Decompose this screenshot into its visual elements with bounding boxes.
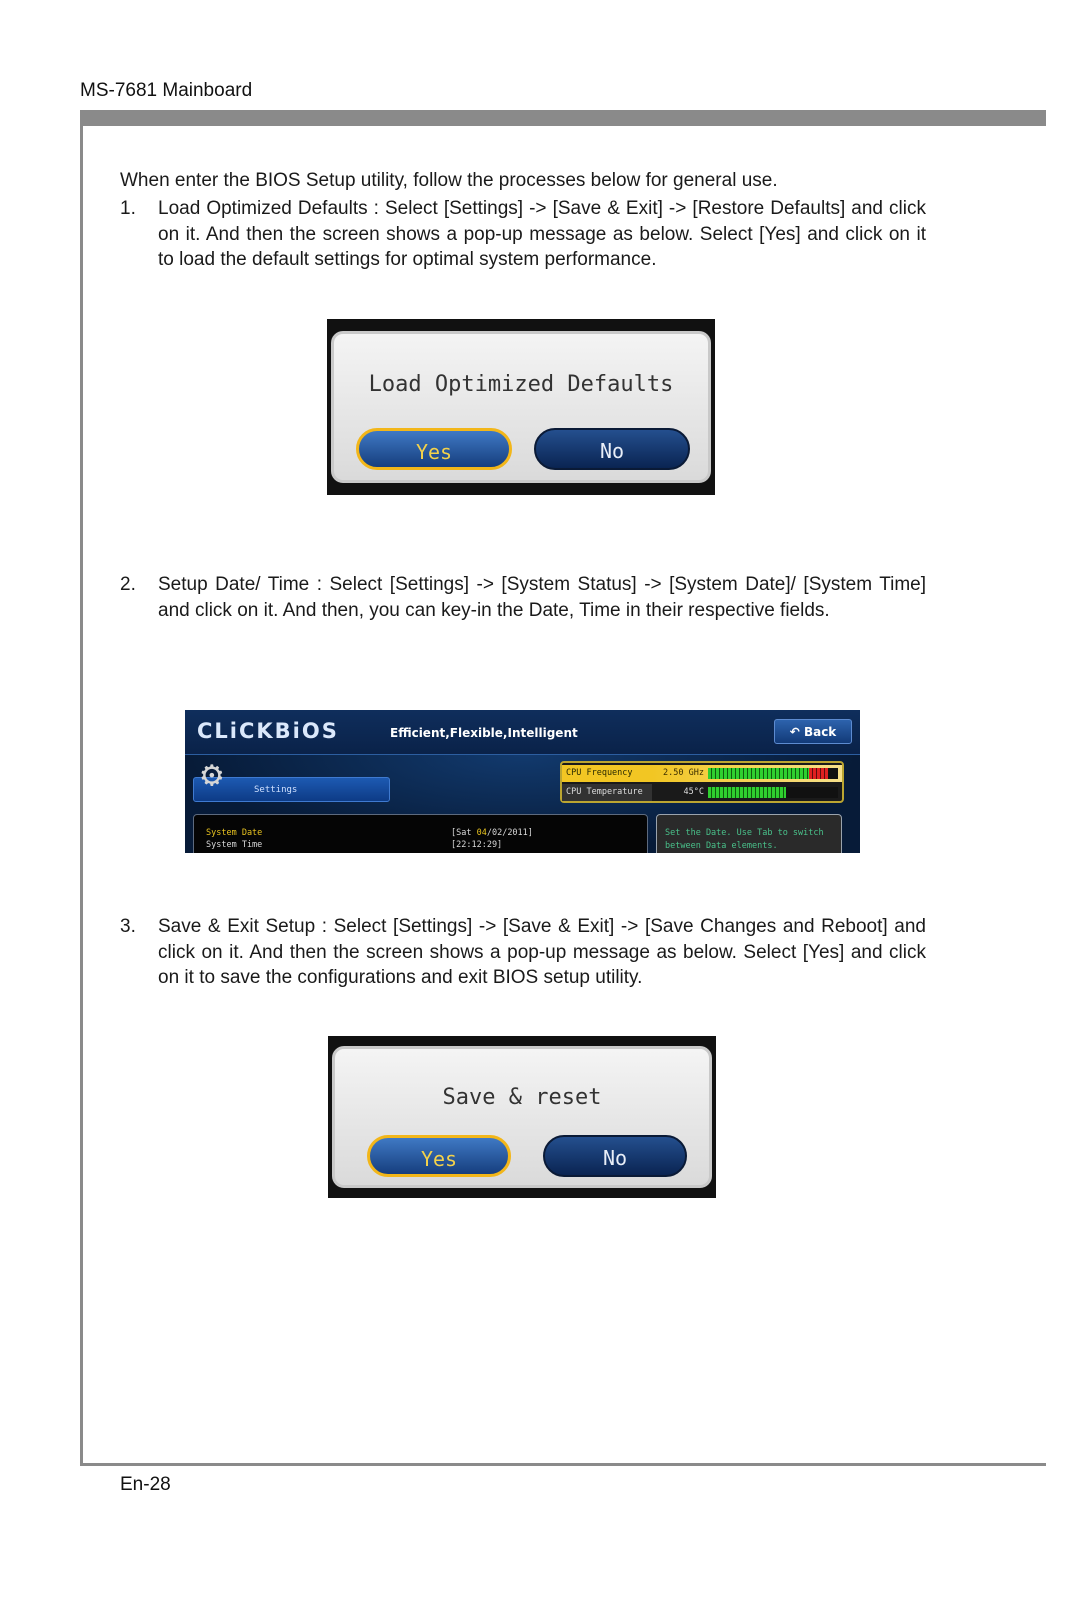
step-number: 3. bbox=[120, 916, 136, 937]
system-date-row[interactable] bbox=[206, 827, 533, 839]
yes-button[interactable]: Yes bbox=[367, 1135, 511, 1177]
step-text: Setup Date/ Time : Select [Settings] -> [System Status] -> [System Date]/ [System Time] and click on it. And then, you can key-in the Date, Time in their respective fields. bbox=[158, 574, 926, 621]
cpu-temperature-meter bbox=[708, 787, 838, 798]
system-date-suffix: /02/2011] bbox=[486, 828, 533, 838]
system-time-row[interactable] bbox=[206, 839, 502, 851]
step-number: 1. bbox=[120, 198, 136, 219]
system-date-prefix: [Sat bbox=[451, 828, 477, 838]
bios-top-bar bbox=[185, 710, 860, 755]
no-button[interactable]: No bbox=[534, 428, 690, 470]
system-time-label: System Time bbox=[206, 840, 263, 850]
clickbios-screenshot bbox=[185, 710, 860, 853]
settings-list bbox=[193, 814, 648, 853]
page-number: En-28 bbox=[120, 1474, 171, 1495]
dialog-title: Save & reset bbox=[442, 1085, 602, 1110]
system-time-value[interactable]: [22:12:29] bbox=[451, 840, 503, 850]
left-margin-rule bbox=[80, 110, 83, 1466]
step-text: Save & Exit Setup : Select [Settings] -> [Save & Exit] -> [Save Changes and Reboot] and click on it. And then the screen shows a pop-up message as below. Select [Yes] and click on it to save the configurations and exit BIOS setup utility. bbox=[158, 916, 926, 988]
save-reset-dialog bbox=[328, 1036, 716, 1198]
step-2 bbox=[120, 572, 926, 623]
step-1 bbox=[120, 196, 926, 273]
cpu-frequency-value: 2.50 GHz bbox=[663, 768, 704, 778]
system-date-label: System Date bbox=[206, 828, 263, 838]
cpu-temperature-value: 45°C bbox=[683, 787, 704, 797]
help-panel bbox=[656, 814, 842, 853]
dialog-title: Load Optimized Defaults bbox=[368, 372, 674, 397]
no-button[interactable]: No bbox=[543, 1135, 687, 1177]
settings-label: Settings bbox=[254, 785, 298, 795]
intro-paragraph: When enter the BIOS Setup utility, follow the processes below for general use. bbox=[120, 170, 778, 191]
bios-slogan: Efficient,Flexible,Intelligent bbox=[390, 726, 578, 740]
yes-button[interactable]: Yes bbox=[356, 428, 512, 470]
cpu-status-panel bbox=[560, 761, 844, 803]
step-number: 2. bbox=[120, 574, 136, 595]
cpu-frequency-row bbox=[562, 765, 842, 782]
document-header-title: MS-7681 Mainboard bbox=[80, 80, 253, 101]
cpu-frequency-label: CPU Frequency bbox=[562, 765, 652, 782]
header-rule bbox=[80, 110, 1046, 126]
cpu-temperature-label: CPU Temperature bbox=[562, 784, 652, 801]
back-arrow-icon: ↶ bbox=[789, 725, 800, 739]
clickbios-logo: CLiCKBiOS bbox=[197, 719, 339, 743]
footer-rule bbox=[80, 1463, 1046, 1466]
step-text: Load Optimized Defaults : Select [Settings] -> [Save & Exit] -> [Restore Defaults] and click on it. And then the screen shows a pop-up message as below. Select [Yes] and click on it to load the default settings for optimal system performance. bbox=[158, 198, 926, 270]
help-text: Set the Date. Use Tab to switch between Data elements. bbox=[665, 828, 824, 851]
step-3 bbox=[120, 914, 926, 991]
system-date-month[interactable]: 04 bbox=[476, 828, 487, 838]
cpu-temperature-row bbox=[562, 784, 842, 801]
back-label: Back bbox=[803, 725, 837, 739]
load-defaults-dialog bbox=[327, 319, 715, 495]
gear-icon: ⚙ bbox=[201, 754, 223, 795]
cpu-frequency-meter bbox=[708, 768, 838, 779]
back-button[interactable] bbox=[774, 719, 852, 744]
